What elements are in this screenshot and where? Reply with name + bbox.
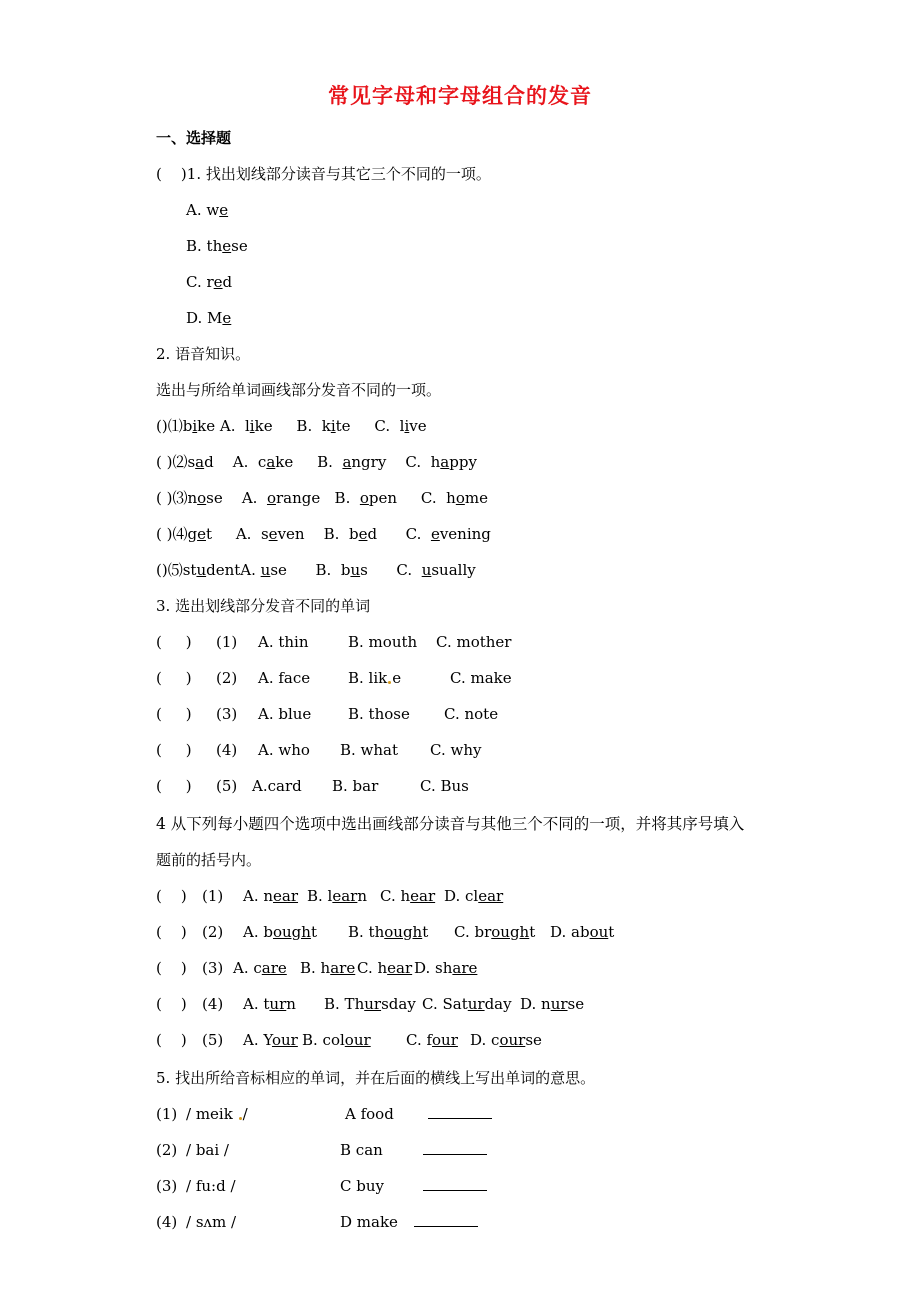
option-c: C. make	[450, 669, 512, 687]
option-d: D. clear	[444, 887, 504, 905]
word-option: C buy	[340, 1177, 384, 1195]
option-a: A. Your	[243, 1031, 298, 1049]
page-title: 常见字母和字母组合的发音	[328, 83, 592, 108]
item-number: (2)	[202, 923, 224, 941]
q1-option-c: C. red	[186, 273, 233, 291]
option-a: A. who	[258, 741, 310, 759]
option-d: D. share	[414, 959, 478, 977]
option-a: A. blue	[258, 705, 312, 723]
answer-blank[interactable]	[428, 1104, 492, 1124]
option-a: A. turn	[243, 995, 296, 1013]
item-number: (4)	[202, 995, 224, 1013]
option-c: C. hear	[357, 959, 413, 977]
q1-prompt: ( )1. 找出划线部分读音与其它三个不同的一项。	[156, 165, 491, 183]
answer-bracket[interactable]: ( )	[156, 633, 192, 651]
option-c: C. Bus	[420, 777, 469, 795]
q2-instruction: 选出与所给单词画线部分发音不同的一项。	[156, 381, 442, 399]
answer-bracket[interactable]: ( )	[156, 887, 187, 905]
answer-bracket[interactable]: ( )	[156, 741, 192, 759]
option-c: C. note	[444, 705, 499, 723]
option-c: C. four	[406, 1031, 458, 1049]
q2-row-3: ( )⑶nose A. orange B. open C. home	[156, 489, 488, 507]
option-b: B. mouth	[348, 633, 418, 651]
option-a: A. thin	[258, 633, 309, 651]
option-b: B. learn	[307, 887, 368, 905]
option-a: A. near	[243, 887, 299, 905]
option-c: C. hear	[380, 887, 436, 905]
q2-row-2: ( )⑵sad A. cake B. angry C. happy	[156, 453, 477, 471]
q4-title-line2: 题前的括号内。	[156, 851, 262, 869]
answer-bracket[interactable]: ( )	[156, 1031, 187, 1049]
item-number: (3)	[202, 959, 224, 977]
option-b: B. those	[348, 705, 410, 723]
item-number: (2)	[156, 1141, 178, 1159]
option-b: B. what	[340, 741, 399, 759]
option-b: B. lik e	[348, 669, 402, 687]
item-number: (4)	[216, 741, 238, 759]
answer-bracket[interactable]: ( )	[156, 995, 187, 1013]
phonetic: / bai /	[186, 1141, 229, 1159]
option-c: C. Saturday	[422, 995, 512, 1013]
answer-bracket[interactable]: ( )	[156, 777, 192, 795]
option-a: A. bought	[243, 923, 317, 941]
item-number: (2)	[216, 669, 238, 687]
answer-blank[interactable]	[423, 1176, 487, 1196]
answer-bracket[interactable]: ( )	[156, 959, 187, 977]
option-c: C. mother	[436, 633, 512, 651]
answer-bracket[interactable]: ( )	[156, 669, 192, 687]
answer-blank[interactable]	[414, 1212, 478, 1232]
q2-row-4: ( )⑷get A. seven B. bed C. evening	[156, 525, 491, 543]
item-number: (1)	[156, 1105, 178, 1123]
option-a: A.card	[252, 777, 302, 795]
q4-title-line1: 4 从下列每小题四个选项中选出画线部分读音与其他三个不同的一项，并将其序号填入	[156, 815, 745, 833]
option-b: B. bar	[332, 777, 379, 795]
q2-title: 2. 语音知识。	[156, 345, 251, 363]
option-b: B. colour	[302, 1031, 371, 1049]
option-b: B. thought	[348, 923, 429, 941]
option-b: B. Thursday	[324, 995, 416, 1013]
phonetic: / sʌm /	[186, 1213, 237, 1231]
q2-row-5: ()⑸studentA. use B. bus C. usually	[156, 561, 476, 579]
item-number: (3)	[216, 705, 238, 723]
option-c: C. why	[430, 741, 482, 759]
phonetic: / fu:d /	[186, 1177, 236, 1195]
item-number: (5)	[216, 777, 238, 795]
answer-bracket[interactable]: ( )	[156, 705, 192, 723]
q5-title: 5. 找出所给音标相应的单词，并在后面的横线上写出单词的意思。	[156, 1069, 596, 1087]
answer-bracket[interactable]: ( )	[156, 923, 187, 941]
q1-option-b: B. these	[186, 237, 248, 255]
item-number: (1)	[202, 887, 224, 905]
option-d: D. about	[550, 923, 615, 941]
section-heading: 一、选择题	[156, 129, 232, 147]
answer-blank[interactable]	[423, 1140, 487, 1160]
option-c: C. brought	[454, 923, 536, 941]
word-option: A food	[345, 1105, 394, 1123]
option-d: D. nurse	[520, 995, 585, 1013]
option-b: B. hare	[300, 959, 356, 977]
item-number: (3)	[156, 1177, 178, 1195]
word-option: B can	[340, 1141, 383, 1159]
mark-dot-icon	[239, 1117, 242, 1120]
word-option: D make	[340, 1213, 398, 1231]
q1-option-a: A. we	[186, 201, 229, 219]
item-number: (1)	[216, 633, 238, 651]
q3-title: 3. 选出划线部分发音不同的单词	[156, 597, 371, 615]
option-a: A. face	[258, 669, 311, 687]
option-d: D. course	[470, 1031, 542, 1049]
item-number: (5)	[202, 1031, 224, 1049]
item-number: (4)	[156, 1213, 178, 1231]
q1-option-d: D. Me	[186, 309, 232, 327]
option-a: A. care	[233, 959, 287, 977]
mark-dot-icon	[388, 681, 391, 684]
q2-row-1: ()⑴bike A. like B. kite C. live	[156, 417, 427, 435]
phonetic: / meik /	[186, 1105, 248, 1123]
